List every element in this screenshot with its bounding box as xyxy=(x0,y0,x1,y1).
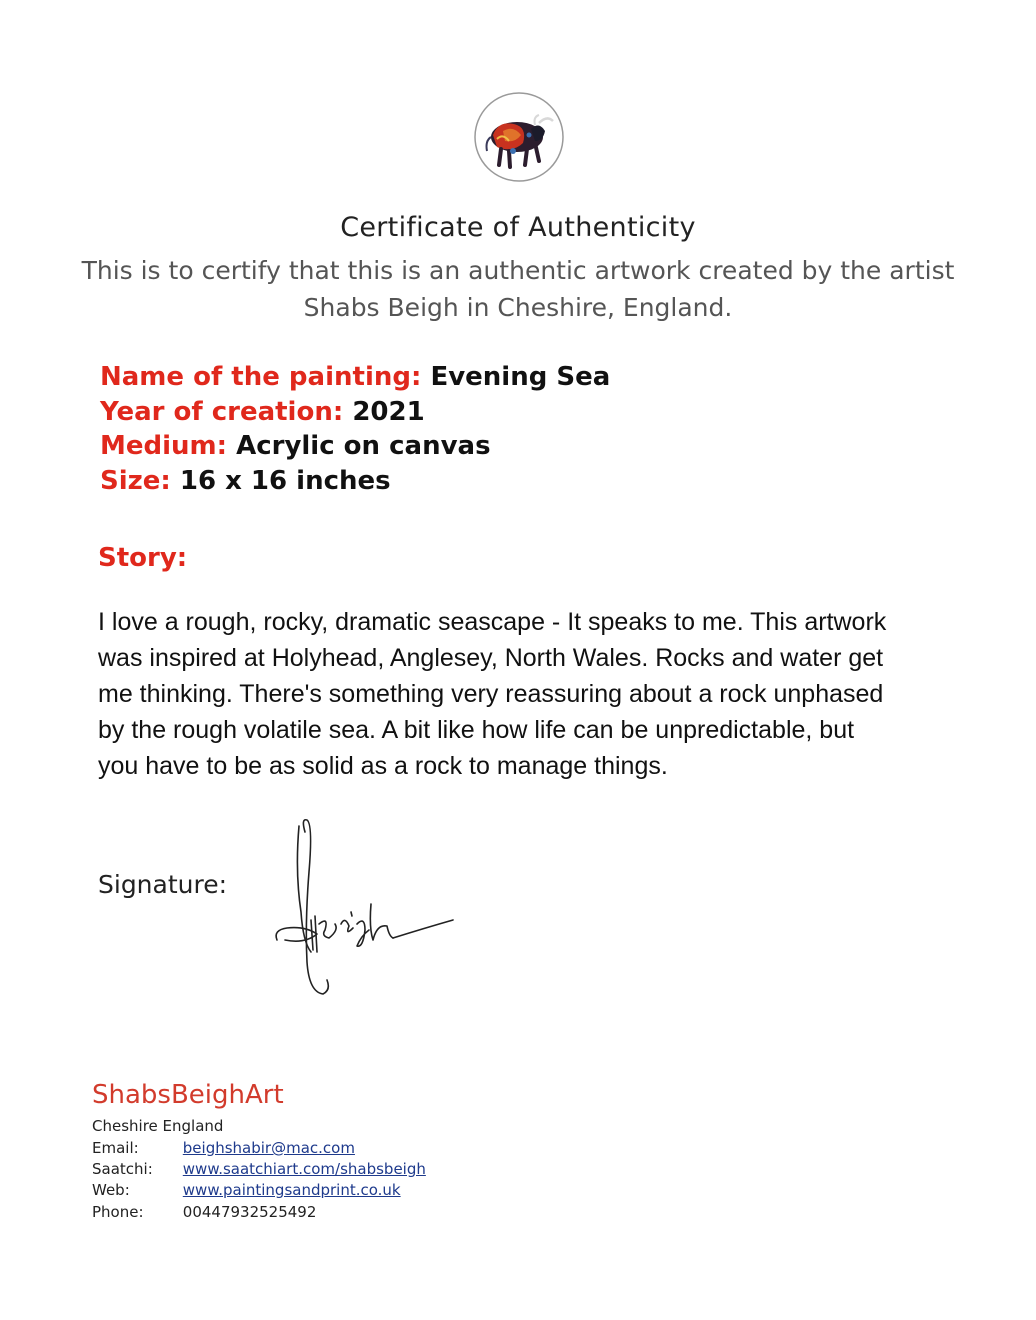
story-line: me thinking. There's something very reassuring about a rock unphased xyxy=(98,680,884,708)
story-line: by the rough volatile sea. A bit like how life can be unpredictable, but xyxy=(98,716,855,744)
story-line: I love a rough, rocky, dramatic seascape - It speaks to me. This artwork xyxy=(98,608,887,636)
certificate-title: Certificate of Authenticity xyxy=(340,212,696,243)
email-link[interactable]: beighshabir@mac.com xyxy=(182,1139,355,1157)
detail-label: Size: xyxy=(100,465,171,496)
saatchi-link[interactable]: www.saatchiart.com/shabsbeigh xyxy=(182,1160,426,1178)
phone-number: 00447932525492 xyxy=(182,1203,317,1221)
brand-name: ShabsBeighArt xyxy=(92,1080,284,1110)
story-line: was inspired at Holyhead, Anglesey, North Wales. Rocks and water get xyxy=(98,644,884,672)
detail-row-name xyxy=(100,360,610,395)
contact-phone xyxy=(92,1203,316,1221)
detail-row-size xyxy=(100,464,610,499)
detail-value: 16 x 16 inches xyxy=(179,465,391,496)
contact-web xyxy=(92,1181,401,1199)
detail-row-year xyxy=(100,395,610,430)
contact-key: Email: xyxy=(92,1139,139,1157)
contact-email xyxy=(92,1139,355,1157)
detail-label: Name of the painting: xyxy=(100,362,422,392)
contact-saatchi xyxy=(92,1160,426,1178)
artwork-details xyxy=(100,360,610,498)
story-line: you have to be as solid as a rock to manage things. xyxy=(98,752,668,780)
subtitle-line-1: This is to certify that this is an authentic artwork created by the artist xyxy=(81,256,955,285)
signature-label: Signature: xyxy=(98,870,228,899)
detail-label: Medium: xyxy=(100,431,228,461)
story-heading: Story: xyxy=(98,543,188,573)
subtitle-line-2: Shabs Beigh in Cheshire, England. xyxy=(303,293,733,322)
detail-label: Year of creation: xyxy=(100,396,344,427)
brand-location: Cheshire England xyxy=(92,1117,224,1135)
detail-row-medium xyxy=(100,429,610,464)
detail-value: Evening Sea xyxy=(430,362,611,392)
detail-value: Acrylic on canvas xyxy=(236,431,491,461)
story-text xyxy=(98,604,958,784)
detail-value: 2021 xyxy=(352,396,425,427)
signature-image xyxy=(265,812,465,1002)
certificate-subtitle xyxy=(0,252,1036,326)
contact-key: Web: xyxy=(92,1181,130,1199)
bull-logo-icon xyxy=(473,91,565,183)
contact-key: Saatchi: xyxy=(92,1160,153,1178)
contact-key: Phone: xyxy=(92,1203,144,1221)
web-link[interactable]: www.paintingsandprint.co.uk xyxy=(182,1181,401,1199)
